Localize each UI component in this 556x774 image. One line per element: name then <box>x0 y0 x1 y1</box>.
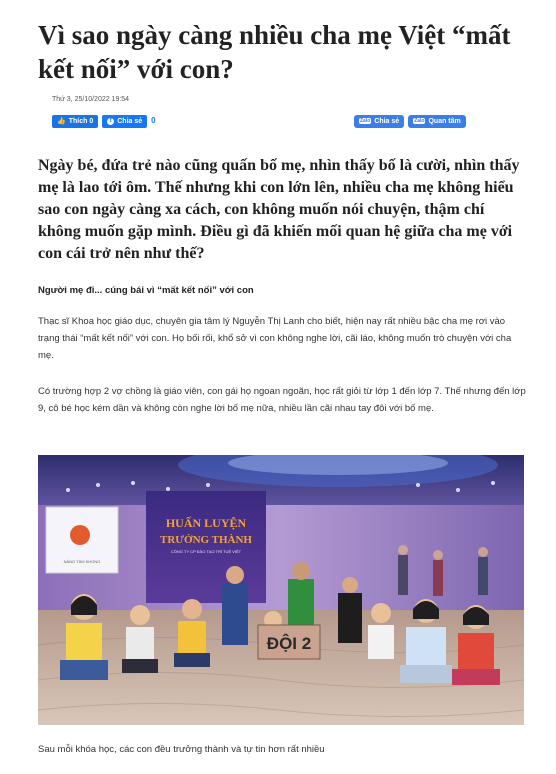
zalo-follow-label: Quan tâm <box>428 117 461 125</box>
zalo-follow-button[interactable] <box>408 115 466 128</box>
article-title: Vì sao ngày càng nhiều cha mẹ Việt “mất kết nối” với con? <box>38 20 511 84</box>
screen-text: NÀNG TÂM KHỔNG <box>63 559 101 564</box>
facebook-share-button[interactable] <box>102 115 147 128</box>
zalo-share-bar <box>354 114 466 128</box>
zalo-share-label: Chia sẻ <box>374 117 400 125</box>
team-sign-text: ĐỘI 2 <box>266 634 312 653</box>
facebook-icon: f <box>107 118 114 125</box>
zalo-icon: Zalo <box>414 118 425 124</box>
zalo-icon: Zalo <box>360 118 371 124</box>
like-label: Thích 0 <box>68 117 94 125</box>
facebook-like-button[interactable] <box>52 115 98 128</box>
article-paragraph: Có trường hợp 2 vợ chồng là giáo viên, con gái họ ngoan ngoãn, học rất giỏi từ lớp 1 đến lớp 7. Thế nhưng đến lớp 9, cô bé học kém dần và không còn nghe lời bố mẹ nữa, nhiều lần cãi nhau tay đôi với bố mẹ. <box>38 386 526 414</box>
share-count: 0 <box>151 116 156 125</box>
zalo-share-button[interactable] <box>354 115 404 128</box>
article-lead: Ngày bé, đứa trẻ nào cũng quấn bố mẹ, nhìn thấy bố là cười, nhìn thấy mẹ là lao tới ôm. Thế nhưng khi con lớn lên, nhiều cha mẹ không hiểu sao con ngày càng xa cách, con không muốn nói chuyện, thậm chí không muốn gặp mình. Điều gì đã khiến mối quan hệ giữa cha mẹ với con cái trở nên như thế? <box>38 157 520 262</box>
image-caption: Sau mỗi khóa học, các con đều trưởng thành và tự tin hơn rất nhiều <box>38 744 325 755</box>
section-heading: Người mẹ đi... cúng bái vì “mất kết nối” với con <box>38 285 254 296</box>
banner-title-line2: TRƯỞNG THÀNH <box>160 534 252 546</box>
share-label: Chia sẻ <box>117 117 143 125</box>
article-date: Thứ 3, 25/10/2022 19:54 <box>52 96 130 103</box>
banner-subtitle: CÔNG TY CP ĐÀO TẠO TRÍ TUỆ VIỆT <box>170 549 242 554</box>
facebook-share-bar <box>52 114 156 128</box>
banner-title-line1: HUẤN LUYỆN <box>165 516 247 530</box>
group-photo-illustration <box>38 455 524 725</box>
thumbs-up-icon: 👍 <box>57 117 66 125</box>
article-photo <box>38 455 524 725</box>
article-paragraph: Thạc sĩ Khoa học giáo dục, chuyên gia tâm lý Nguyễn Thị Lanh cho biết, hiện nay rất nhiều bậc cha mẹ rơi vào trạng thái “mất kết nối” với con. Họ bối rối, khổ sở vì con không nghe lời, cãi láo, không muốn trò chuyện với cha mẹ. <box>38 316 512 361</box>
